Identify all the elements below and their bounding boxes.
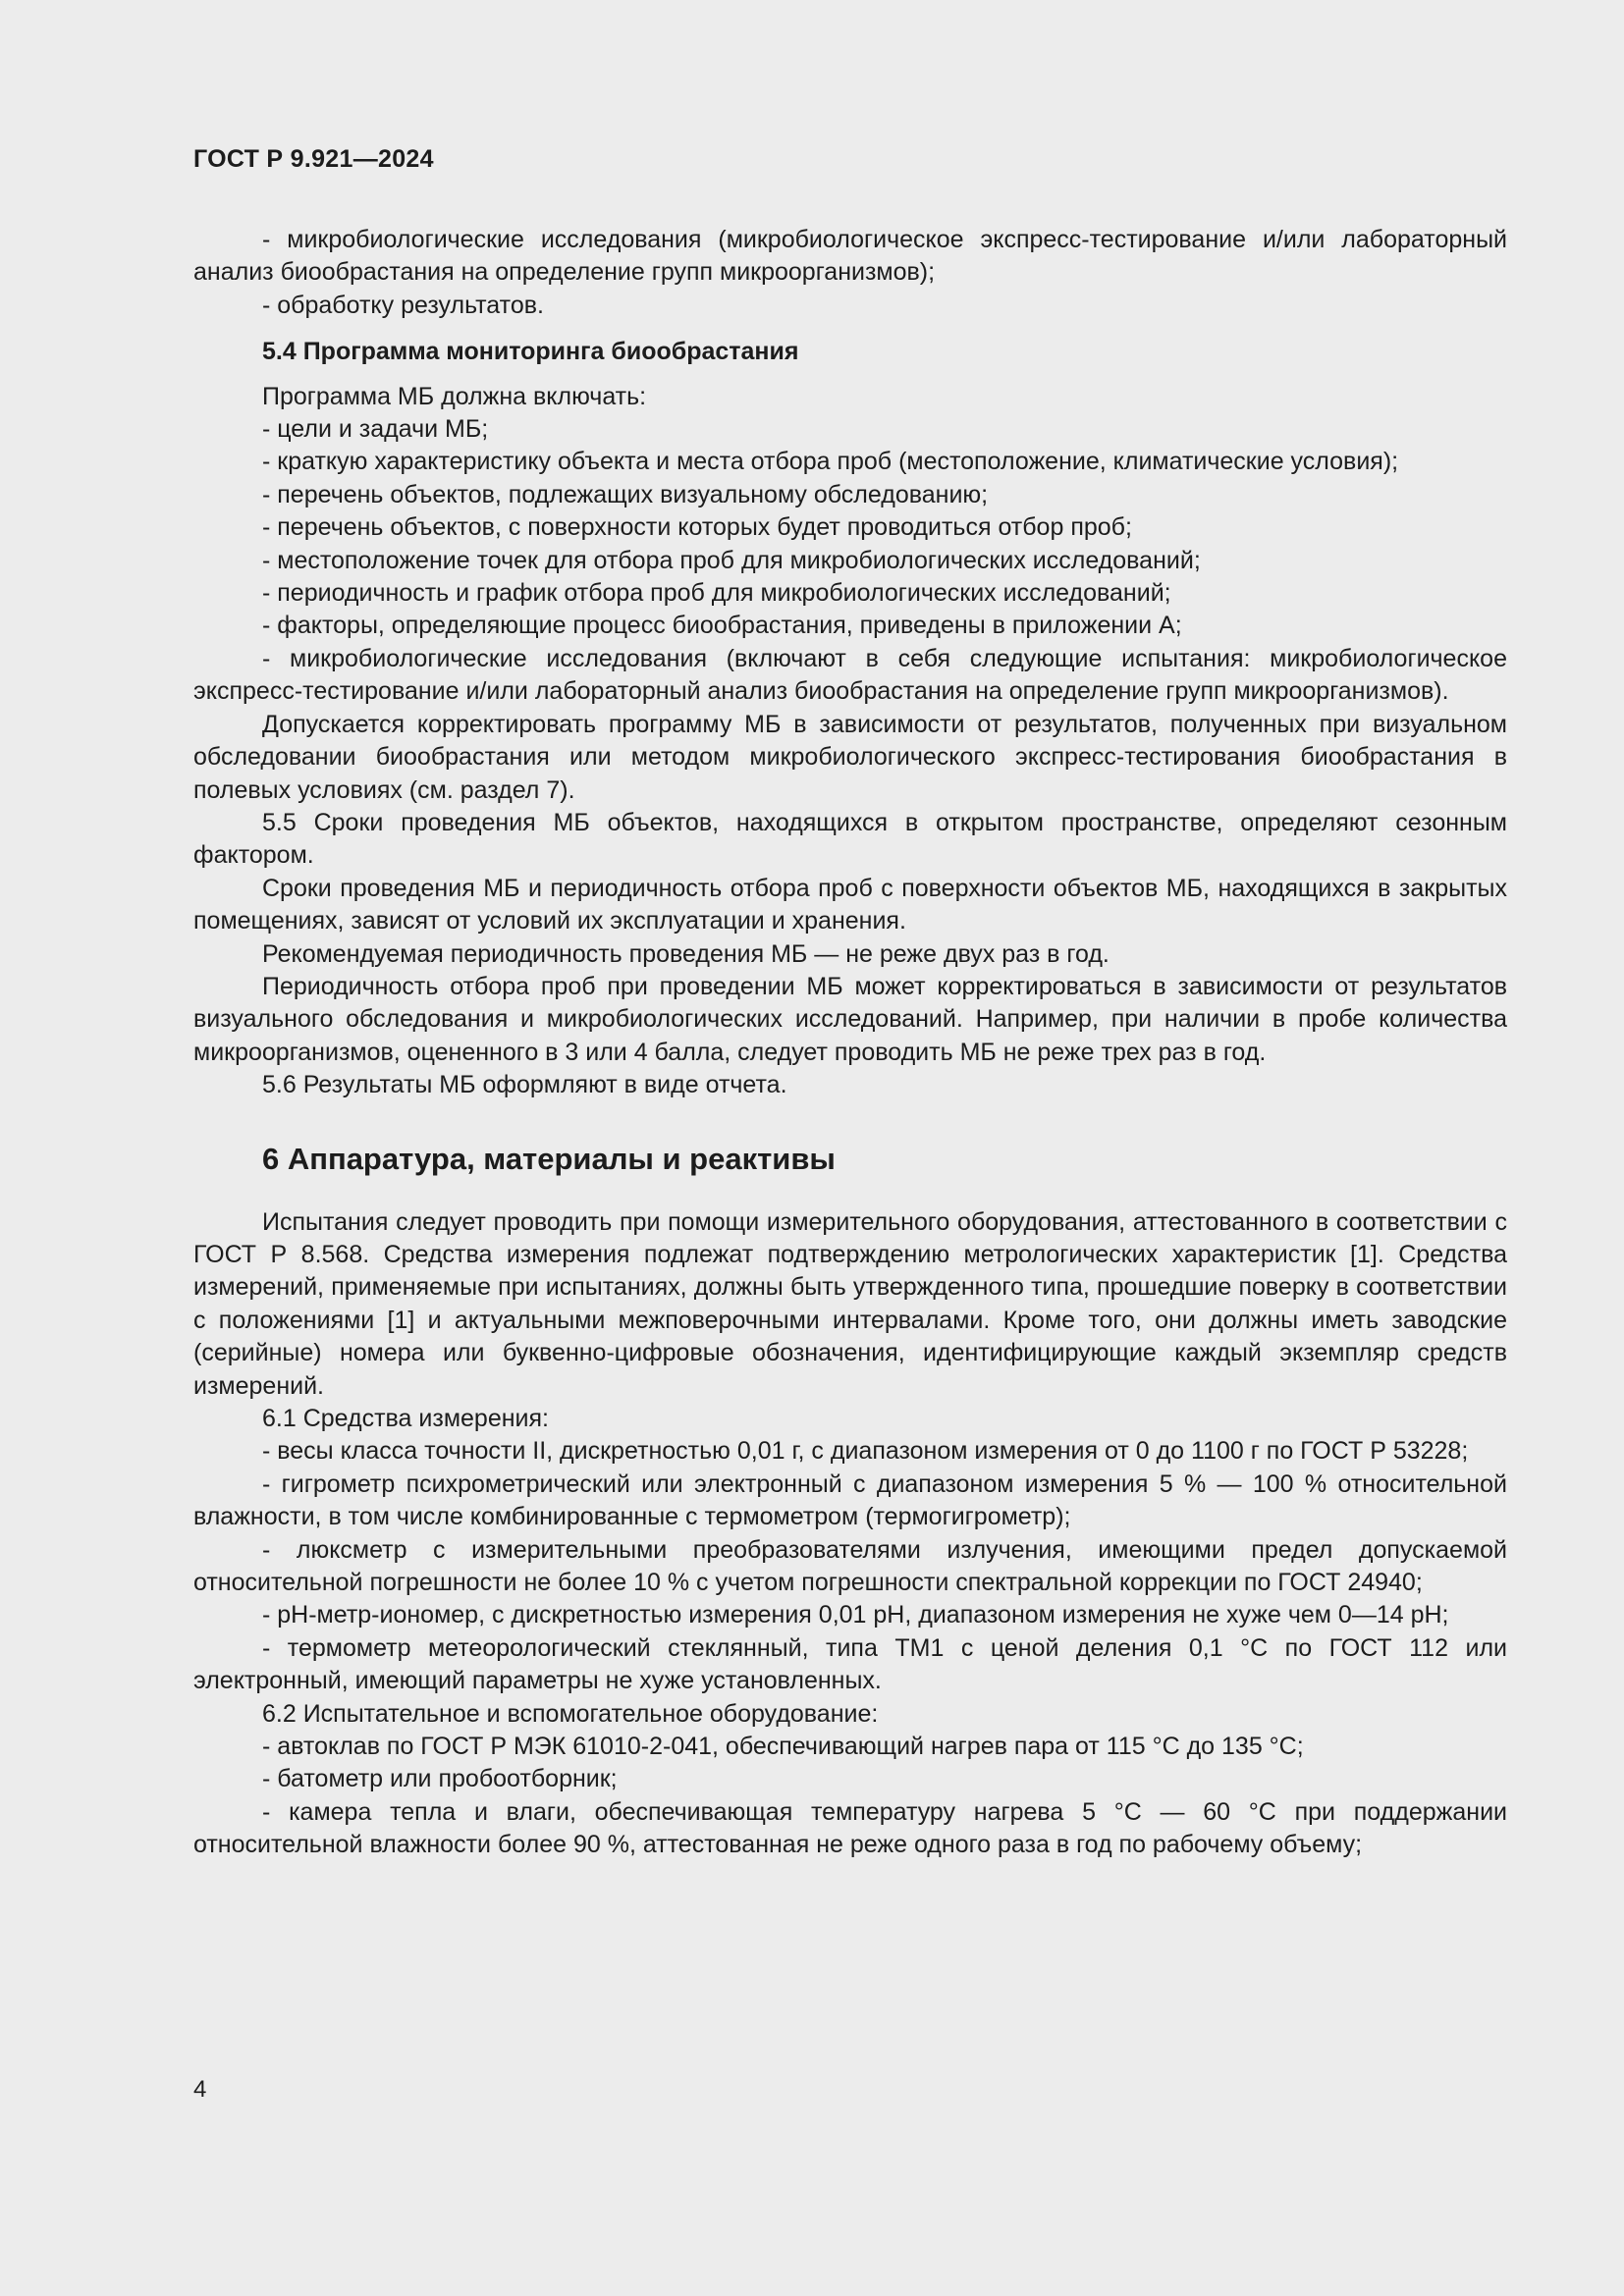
paragraph: Допускается корректировать программу МБ в зависимости от результатов, полученных при визуальном обследовании биообрастания или методом микробиологического экспресс-тестирования биообрастания в полевых условиях (см. раздел 7). <box>193 710 1507 804</box>
list-item: - весы класса точности II, дискретностью 0,01 г, с диапазоном измерения от 0 до 1100 г по ГОСТ Р 53228; <box>262 1437 1469 1466</box>
list-item: - автоклав по ГОСТ Р МЭК 61010-2-041, обеспечивающий нагрев пара от 115 °С до 135 °С; <box>262 1733 1304 1761</box>
section-heading-5-4: 5.4 Программа мониторинга биообрастания <box>262 338 799 366</box>
list-item: - батометр или пробоотборник; <box>262 1765 618 1793</box>
list-item: - цели и задачи МБ; <box>262 415 489 444</box>
subsection-title-6-1: 6.1 Средства измерения: <box>262 1405 549 1432</box>
list-item: - микробиологические исследования (включают в себя следующие испытания: микробиологическое экспресс-тестирование и/или лабораторный анализ биообрастания на определение групп микроорганизмов). <box>193 644 1507 706</box>
subsection-title-6-2: 6.2 Испытательное и вспомогательное оборудование: <box>262 1699 879 1728</box>
paragraph: Испытания следует проводить при помощи измерительного оборудования, аттестованного в соответствии с ГОСТ Р 8.568. Средства измерения подлежат подтверждению метрологических характеристик [1]. Средства измерений, применяемые при испытаниях, должны быть утвержденного типа, прошедшие поверку в соответствии с положениями [1] и актуальными межповерочными интервалами. Кроме того, они должны иметь заводские (серийные) номера или буквенно-цифровые обозначения, идентифицирующие каждый экземпляр средств измерений. <box>193 1207 1507 1400</box>
document-code-header: ГОСТ Р 9.921—2024 <box>193 145 434 173</box>
list-item: - pH-метр-иономер, с дискретностью измерения 0,01 pH, диапазоном измерения не хуже чем 0—14 pH; <box>262 1601 1449 1629</box>
page-number: 4 <box>193 2076 207 2103</box>
section-heading-6: 6 Аппаратура, материалы и реактивы <box>262 1141 836 1176</box>
list-item: - люксметр с измерительными преобразователями излучения, имеющими предел допускаемой относительной погрешности не более 10 % с учетом погрешности спектральной коррекции по ГОСТ 24940; <box>193 1535 1507 1597</box>
paragraph: 5.5 Сроки проведения МБ объектов, находящихся в открытом пространстве, определяют сезонным фактором. <box>193 808 1507 870</box>
list-item: - камера тепла и влаги, обеспечивающая температуру нагрева 5 °С — 60 °С при поддержании относительной влажности более 90 %, аттестованная не реже одного раза в год по рабочему объему; <box>193 1797 1507 1859</box>
document-page <box>193 0 1507 2296</box>
list-item: - периодичность и график отбора проб для микробиологических исследований; <box>262 579 1171 608</box>
list-item: - местоположение точек для отбора проб для микробиологических исследований; <box>262 546 1201 574</box>
paragraph: - микробиологические исследования (микробиологическое экспресс-тестирование и/или лабораторный анализ биообрастания на определение групп микроорганизмов); <box>193 226 1507 287</box>
list-item: - перечень объектов, с поверхности которых будет проводиться отбор проб; <box>262 513 1132 542</box>
paragraph: Программа МБ должна включать: <box>262 382 647 410</box>
paragraph: 5.6 Результаты МБ оформляют в виде отчета. <box>262 1071 787 1099</box>
paragraph: Периодичность отбора проб при проведении МБ может корректироваться в зависимости от результатов визуального обследования и микробиологических исследований. Например, при наличии в пробе количества микроорганизмов, оцененного в 3 или 4 балла, следует проводить МБ не реже трех раз в год. <box>193 972 1507 1066</box>
paragraph: Сроки проведения МБ и периодичность отбора проб с поверхности объектов МБ, находящихся в закрытых помещениях, зависят от условий их эксплуатации и хранения. <box>193 874 1507 935</box>
list-item: - термометр метеорологический стеклянный, типа ТМ1 с ценой деления 0,1 °С по ГОСТ 112 или электронный, имеющий параметры не хуже установленных. <box>193 1633 1507 1695</box>
list-item: - гигрометр психрометрический или электронный с диапазоном измерения 5 % — 100 % относительной влажности, в том числе комбинированные с термометром (термогигрометр); <box>193 1469 1507 1531</box>
document-body <box>193 224 1507 1862</box>
list-item: - факторы, определяющие процесс биообрастания, приведены в приложении А; <box>262 612 1182 640</box>
list-item: - краткую характеристику объекта и места отбора проб (местоположение, климатические условия); <box>262 448 1399 476</box>
paragraph: Рекомендуемая периодичность проведения МБ — не реже двух раз в год. <box>262 939 1110 968</box>
list-item: - перечень объектов, подлежащих визуальному обследованию; <box>262 480 989 508</box>
list-item: - обработку результатов. <box>262 291 544 319</box>
